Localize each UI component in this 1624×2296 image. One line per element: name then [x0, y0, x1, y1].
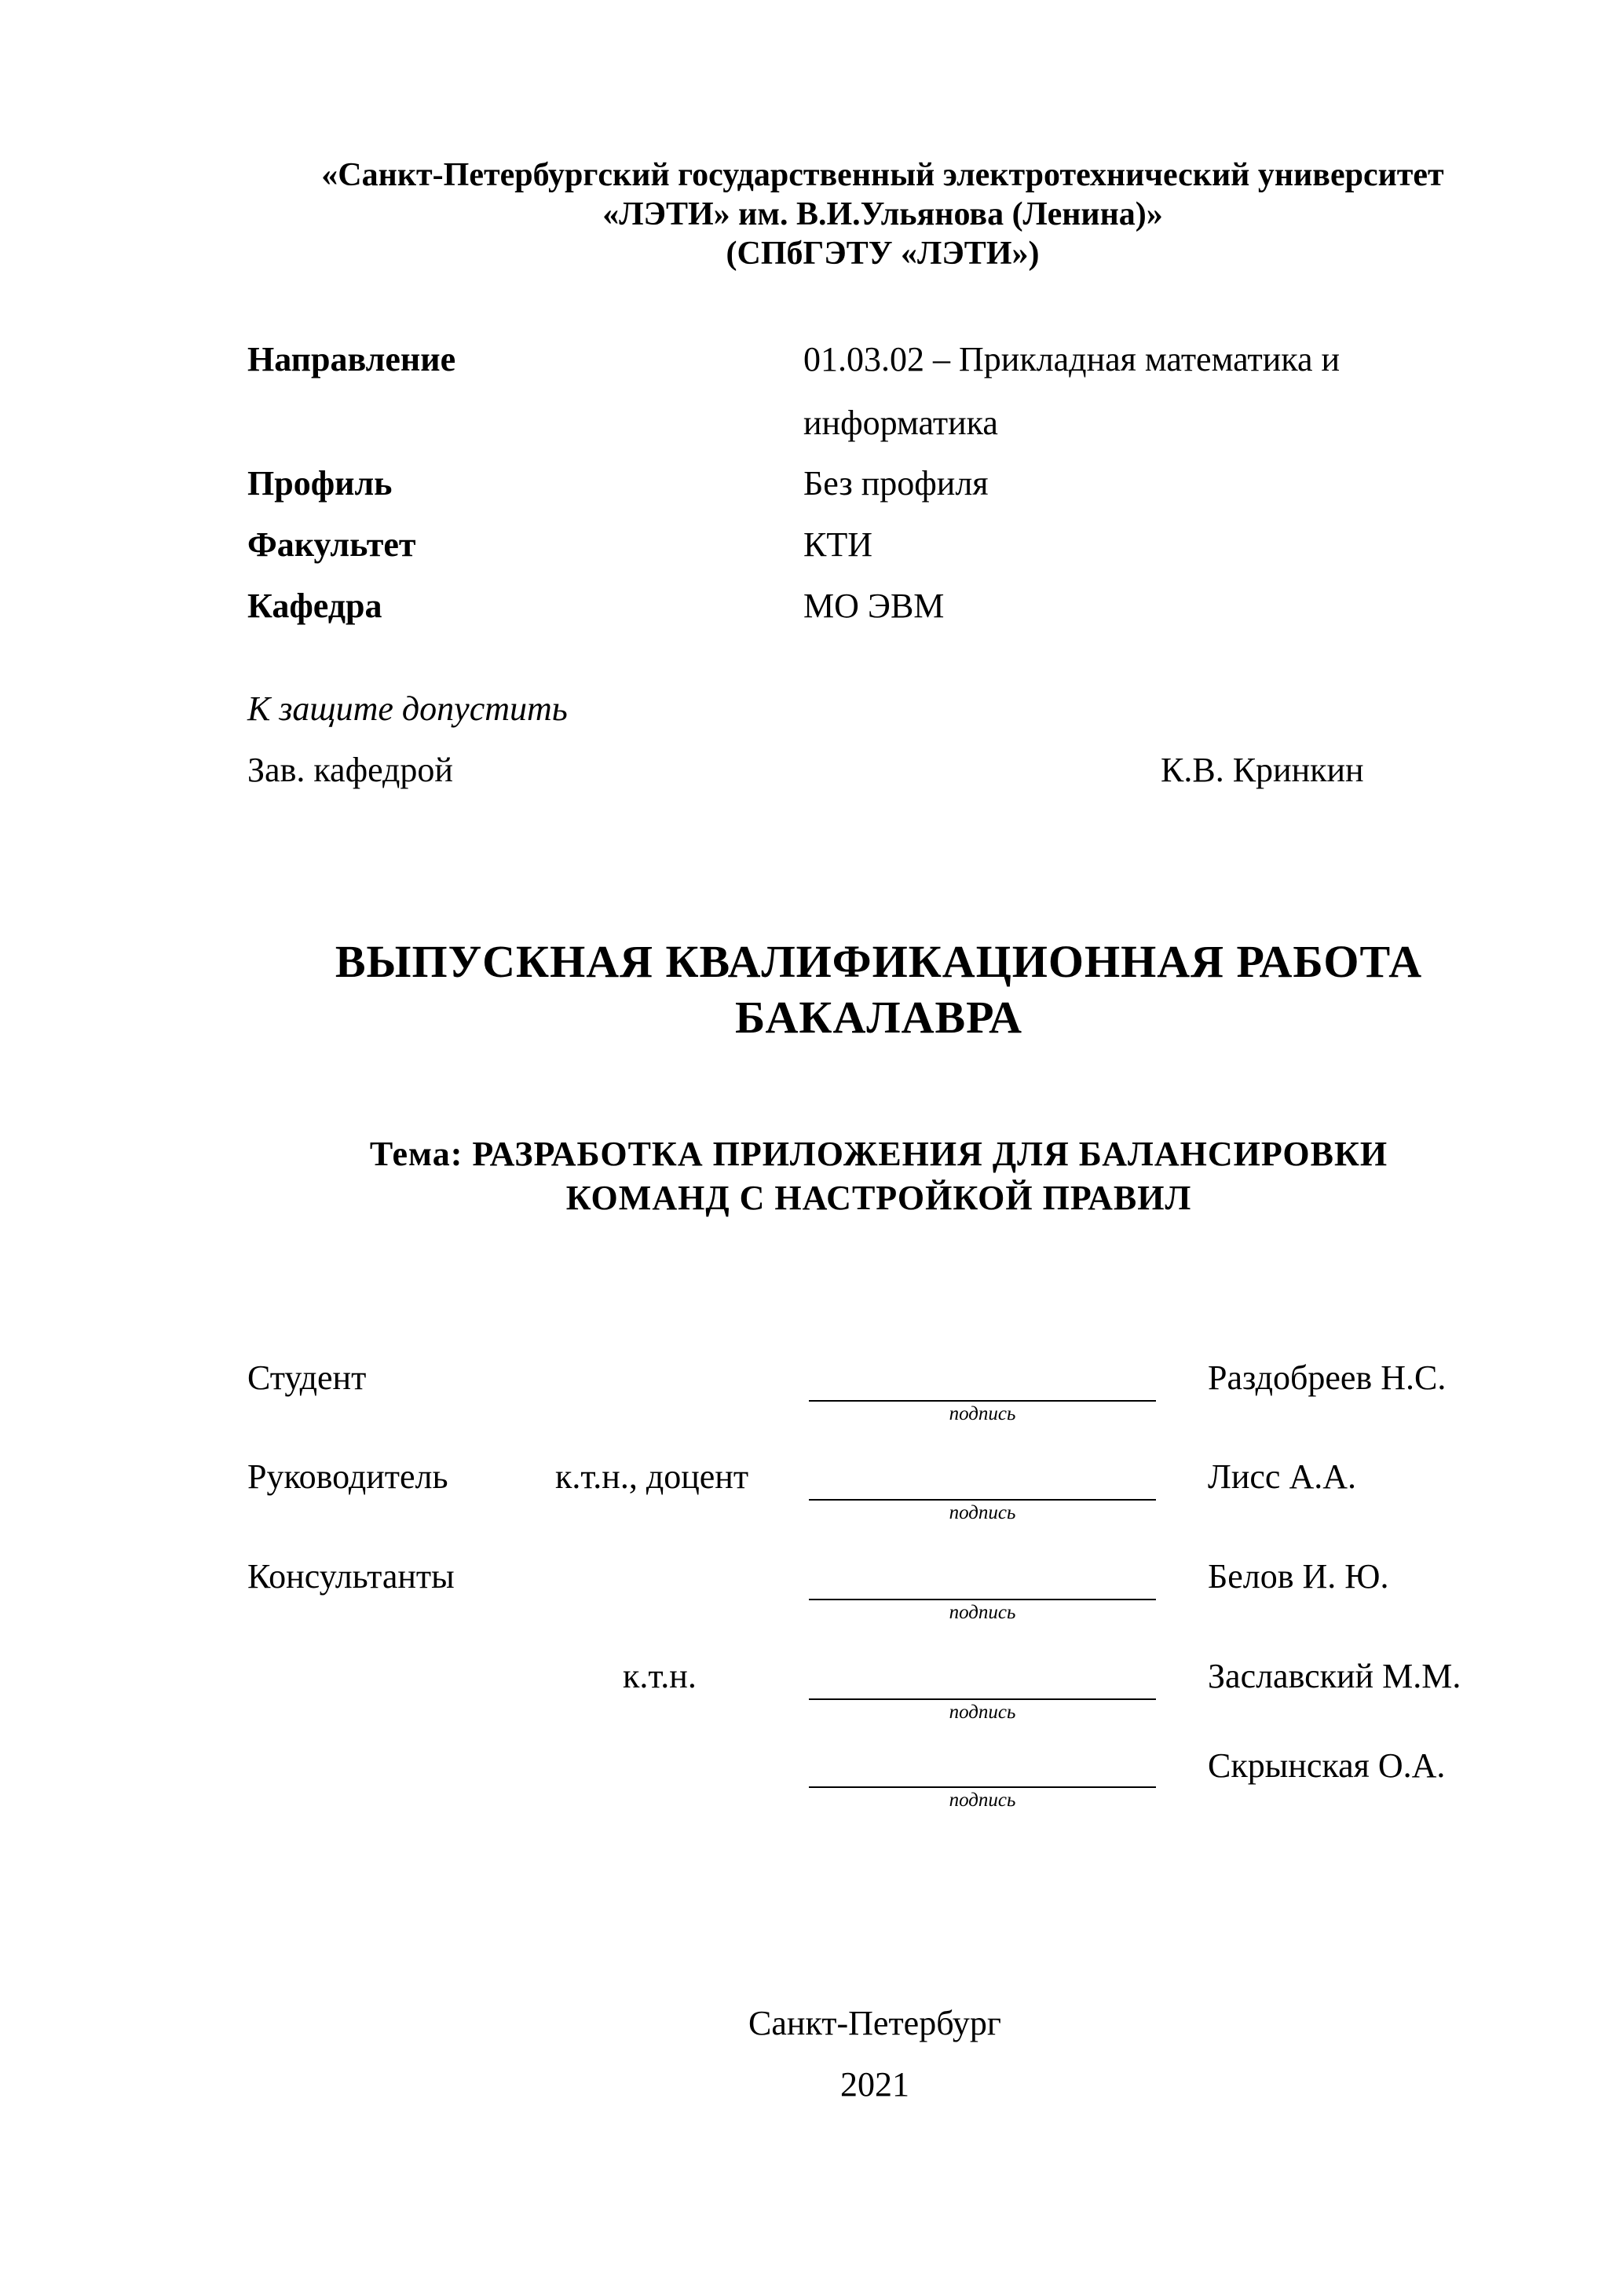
signature-name-consultant-1: Белов И. Ю.	[1208, 1557, 1389, 1596]
signature-role-consultants: Консультанты	[247, 1557, 455, 1596]
topic-text-line-1: РАЗРАБОТКА ПРИЛОЖЕНИЯ ДЛЯ БАЛАНСИРОВКИ	[472, 1135, 1388, 1173]
signature-line-consultant-3	[809, 1786, 1156, 1788]
faculty-label: Факультет	[247, 525, 416, 564]
topic-line-1	[67, 1134, 1624, 1175]
signature-line-consultant-2	[809, 1698, 1156, 1700]
signature-line-student	[809, 1400, 1156, 1402]
work-title-line-2: БАКАЛАВРА	[734, 992, 1023, 1043]
signature-caption: подпись	[949, 1790, 1016, 1811]
work-title-line-1: ВЫПУСКНАЯ КВАЛИФИКАЦИОННАЯ РАБОТА	[335, 936, 1423, 987]
faculty-value: КТИ	[803, 525, 872, 564]
institution-abbreviation: (СПбГЭТУ «ЛЭТИ»)	[726, 236, 1040, 272]
profile-value: Без профиля	[803, 464, 989, 503]
signature-caption: подпись	[949, 1602, 1016, 1623]
signature-role-student: Студент	[247, 1358, 367, 1397]
direction-value-line-1: 01.03.02 – Прикладная математика и	[803, 340, 1341, 378]
signature-name-student: Раздобреев Н.С.	[1208, 1358, 1447, 1397]
direction-label: Направление	[247, 340, 456, 378]
head-of-department-name: К.В. Кринкин	[1161, 751, 1364, 789]
profile-label: Профиль	[247, 464, 393, 503]
signature-degree-consultant-2: к.т.н.	[623, 1657, 697, 1695]
signature-caption: подпись	[949, 1502, 1016, 1523]
city: Санкт-Петербург	[748, 2004, 1001, 2042]
signature-name-consultant-3: Скрынская О.А.	[1208, 1746, 1446, 1785]
admit-to-defense: К защите допустить	[247, 689, 568, 728]
signature-name-consultant-2: Заславский М.М.	[1208, 1657, 1461, 1695]
signature-degree-supervisor: к.т.н., доцент	[555, 1457, 749, 1496]
department-value: МО ЭВМ	[803, 587, 945, 625]
head-of-department-label: Зав. кафедрой	[247, 751, 453, 789]
signature-role-supervisor: Руководитель	[247, 1457, 448, 1496]
signature-line-supervisor	[809, 1499, 1156, 1501]
signature-caption: подпись	[949, 1403, 1016, 1424]
signature-caption: подпись	[949, 1702, 1016, 1723]
signature-line-consultant-1	[809, 1599, 1156, 1600]
institution-name-line-1: «Санкт-Петербургский государственный электротехнический университет	[321, 157, 1444, 193]
department-label: Кафедра	[247, 587, 382, 625]
direction-value-line-2: информатика	[803, 404, 998, 442]
institution-name-line-2: «ЛЭТИ» им. В.И.Ульянова (Ленина)»	[602, 196, 1163, 232]
year: 2021	[840, 2065, 909, 2104]
signature-name-supervisor: Лисс А.А.	[1208, 1457, 1356, 1496]
topic-prefix: Тема:	[369, 1135, 463, 1173]
topic-line-2: КОМАНД С НАСТРОЙКОЙ ПРАВИЛ	[565, 1179, 1192, 1217]
